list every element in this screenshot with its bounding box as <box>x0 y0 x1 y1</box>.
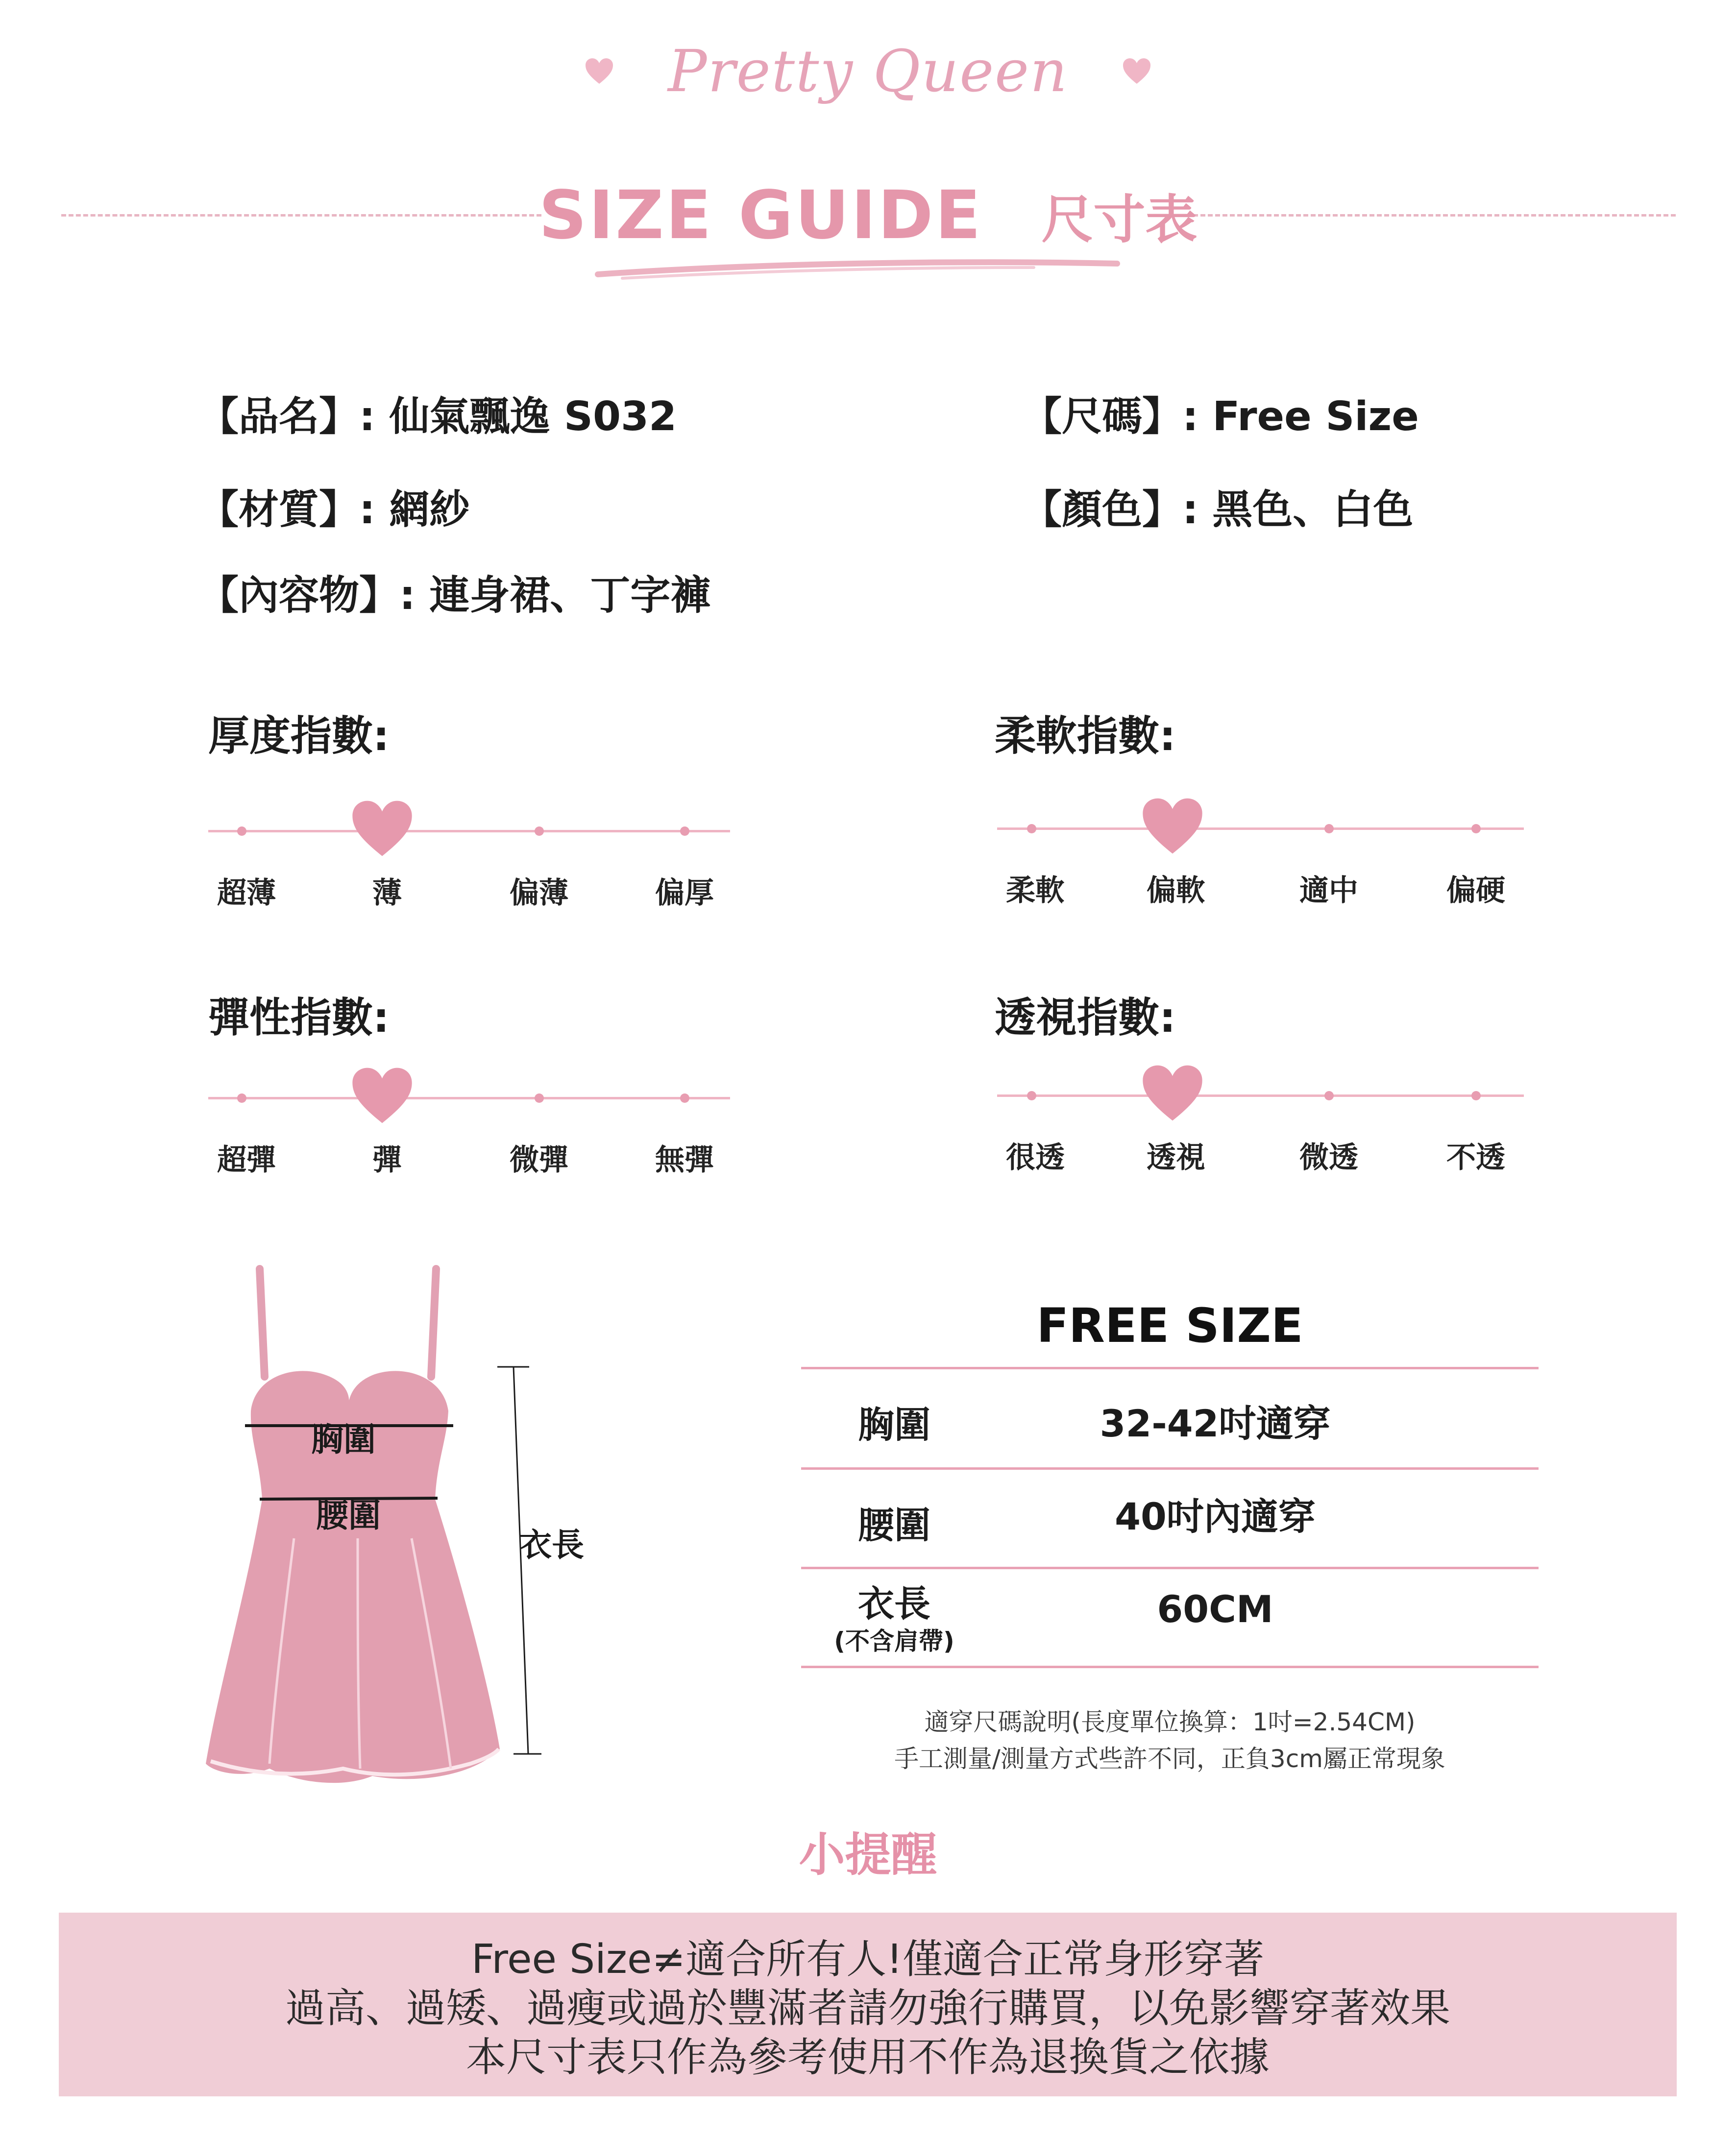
note-tolerance: 手工測量/測量方式些許不同，正負3cm屬正常現象 <box>894 1745 1445 1773</box>
info-material: 【材質】: 網紗 <box>198 486 470 533</box>
row-label-waist: 腰圍 <box>858 1505 930 1547</box>
softness-scale <box>997 796 1524 860</box>
table-header-text: FREE SIZE <box>1036 1298 1303 1353</box>
reminder-line: 過高、過矮、過瘦或過於豐滿者請勿強行購買，以免影響穿著效果 <box>285 1985 1450 2032</box>
info-size: 【尺碼】: Free Size <box>1022 393 1419 440</box>
table-divider <box>801 1666 1539 1668</box>
title-zh: 尺寸表 <box>1041 190 1198 250</box>
transparency-label: 不透 <box>1446 1141 1505 1175</box>
row-value-length: 60CM <box>1157 1587 1273 1631</box>
reminder-title: 小提醒 <box>799 1828 937 1882</box>
dress-icon <box>196 1264 568 1793</box>
reminder-line: 本尺寸表只作為參考使用不作為退換貨之依據 <box>465 2034 1270 2081</box>
thickness-label: 薄 <box>372 876 402 910</box>
transparency-title: 透視指數: <box>995 994 1176 1042</box>
softness-label: 偏軟 <box>1147 874 1205 908</box>
softness-label: 適中 <box>1299 874 1358 908</box>
heart-icon <box>585 57 614 85</box>
elasticity-label: 微彈 <box>510 1143 568 1177</box>
brand-logo: Pretty Queen <box>667 37 1069 105</box>
row-value-bust: 32-42吋適穿 <box>1100 1402 1331 1445</box>
thickness-scale <box>208 799 730 862</box>
thickness-title: 厚度指數: <box>208 712 390 760</box>
heart-icon <box>1122 57 1151 85</box>
row-sublabel-length: (不含肩帶) <box>834 1627 954 1655</box>
softness-title: 柔軟指數: <box>995 712 1176 760</box>
elasticity-title: 彈性指數: <box>208 994 390 1042</box>
dress-length-label: 衣長 <box>519 1526 584 1564</box>
heart-marker-icon <box>1141 1063 1204 1123</box>
info-color: 【顏色】: 黑色、白色 <box>1022 486 1414 533</box>
elasticity-label: 彈 <box>372 1143 402 1177</box>
row-label-bust: 胸圍 <box>858 1404 930 1446</box>
softness-label: 柔軟 <box>1006 874 1065 908</box>
softness-label: 偏硬 <box>1446 874 1505 908</box>
table-divider <box>801 1367 1539 1369</box>
heart-marker-icon <box>350 1066 414 1125</box>
info-name: 【品名】: 仙氣飄逸 S032 <box>198 393 677 440</box>
info-contents: 【內容物】: 連身裙、丁字褲 <box>198 572 711 619</box>
transparency-label: 很透 <box>1006 1141 1065 1175</box>
title-en: SIZE GUIDE <box>538 177 983 254</box>
thickness-label: 偏薄 <box>510 876 568 910</box>
table-divider <box>801 1567 1539 1569</box>
transparency-scale <box>997 1063 1524 1127</box>
table-header <box>801 1298 1539 1353</box>
transparency-label: 微透 <box>1299 1141 1358 1175</box>
note-conversion: 適穿尺碼說明(長度單位換算：1吋=2.54CM) <box>924 1708 1416 1736</box>
reminder-banner <box>59 1913 1677 2096</box>
brand-row <box>0 29 1736 113</box>
row-label-length: 衣長 <box>858 1583 930 1625</box>
table-divider <box>801 1467 1539 1470</box>
thickness-label: 偏厚 <box>655 876 714 910</box>
title-underline-brush <box>593 250 1122 284</box>
reminder-line: Free Size≠適合所有人!僅適合正常身形穿著 <box>471 1936 1264 1983</box>
dress-waist-label: 腰圍 <box>316 1497 381 1534</box>
transparency-label: 透視 <box>1147 1141 1205 1175</box>
elasticity-label: 無彈 <box>655 1143 714 1177</box>
heart-marker-icon <box>350 799 414 858</box>
row-value-waist: 40吋內適穿 <box>1115 1495 1316 1538</box>
dress-bust-label: 胸圍 <box>311 1421 376 1458</box>
elasticity-scale <box>208 1066 730 1129</box>
thickness-label: 超薄 <box>217 876 276 910</box>
heart-marker-icon <box>1141 796 1204 856</box>
elasticity-label: 超彈 <box>217 1143 276 1177</box>
